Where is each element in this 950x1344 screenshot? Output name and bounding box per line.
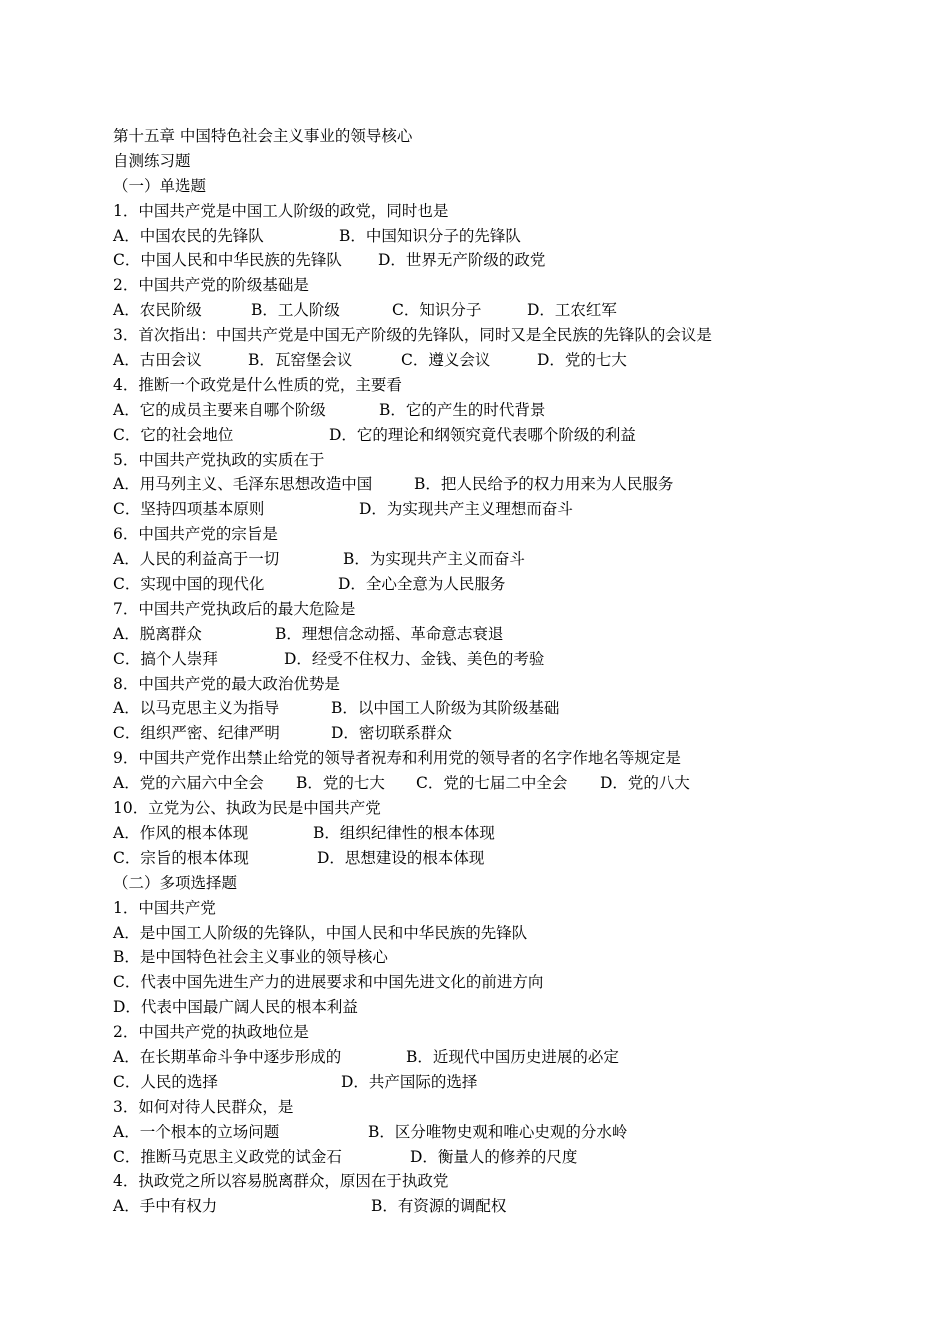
option-row <box>113 224 873 249</box>
section-heading-multiple-choice: （二）多项选择题 <box>113 873 238 892</box>
option-b: B．瓦窑堡会议 <box>248 351 353 370</box>
option-row <box>113 995 873 1020</box>
option-c: C．人民的选择 <box>113 1072 218 1091</box>
option-b: B．它的产生的时代背景 <box>379 400 546 419</box>
question-stem: 7．中国共产党执政后的最大危险是 <box>113 599 356 618</box>
option-row <box>113 647 873 672</box>
question-stem: 4．推断一个政党是什么性质的党，主要看 <box>113 375 402 394</box>
option-row <box>113 970 873 995</box>
option-row <box>113 921 873 946</box>
option-c: C．实现中国的现代化 <box>113 575 265 594</box>
option-row <box>113 771 873 796</box>
option-c: C．知识分子 <box>392 301 482 320</box>
option-d: D．工农红军 <box>527 301 617 320</box>
option-b: B．组织纪律性的根本体现 <box>313 823 495 842</box>
option-row <box>113 696 873 721</box>
option-d: D．衡量人的修养的尺度 <box>410 1147 578 1166</box>
option-c: C．宗旨的根本体现 <box>113 848 249 867</box>
option-d: D．党的八大 <box>600 774 690 793</box>
question-stem: 8．中国共产党的最大政治优势是 <box>113 674 340 693</box>
option-row <box>113 547 873 572</box>
option-a: A．手中有权力 <box>113 1197 218 1216</box>
option-a: A．中国农民的先锋队 <box>113 226 264 245</box>
option-row <box>113 1194 873 1219</box>
option-c: C．代表中国先进生产力的进展要求和中国先进文化的前进方向 <box>113 973 544 992</box>
option-c: C．党的七届二中全会 <box>416 774 568 793</box>
option-b: B．近现代中国历史进展的必定 <box>406 1047 619 1066</box>
option-a: A．脱离群众 <box>113 624 202 643</box>
question-stem: 1．中国共产党 <box>113 898 216 917</box>
option-c: C．推断马克思主义政党的试金石 <box>113 1147 342 1166</box>
option-a: A．以马克思主义为指导 <box>113 699 280 718</box>
option-row <box>113 423 873 448</box>
option-b: B．把人民给予的权力用来为人民服务 <box>414 475 674 494</box>
option-d: D．经受不住权力、金钱、美色的考验 <box>284 649 545 668</box>
option-d: D．代表中国最广阔人民的根本利益 <box>113 998 358 1017</box>
question-stem: 6．中国共产党的宗旨是 <box>113 525 278 544</box>
document-body <box>113 124 873 1219</box>
option-c: C．遵义会议 <box>401 351 491 370</box>
option-row <box>113 622 873 647</box>
option-row <box>113 348 873 373</box>
option-c: C．它的社会地位 <box>113 425 234 444</box>
option-b: B．为实现共产主义而奋斗 <box>343 550 525 569</box>
option-row <box>113 846 873 871</box>
option-b: B．以中国工人阶级为其阶级基础 <box>331 699 560 718</box>
option-a: A．是中国工人阶级的先锋队，中国人民和中华民族的先锋队 <box>113 923 528 942</box>
option-row <box>113 1120 873 1145</box>
option-a: A．它的成员主要来自哪个阶级 <box>113 400 326 419</box>
option-a: A．作风的根本体现 <box>113 823 249 842</box>
option-d: D．思想建设的根本体现 <box>317 848 485 867</box>
option-c: C．搞个人崇拜 <box>113 649 218 668</box>
question-stem: 9．中国共产党作出禁止给党的领导者祝寿和利用党的领导者的名字作地名等规定是 <box>113 749 681 768</box>
option-a: A．农民阶级 <box>113 301 202 320</box>
option-b: B．党的七大 <box>296 774 385 793</box>
option-row <box>113 572 873 597</box>
option-b: B．中国知识分子的先锋队 <box>339 226 521 245</box>
question-stem: 2．中国共产党的阶级基础是 <box>113 276 309 295</box>
option-d: D．共产国际的选择 <box>341 1072 478 1091</box>
option-b: B．有资源的调配权 <box>371 1197 507 1216</box>
question-stem: 2．中国共产党的执政地位是 <box>113 1023 309 1042</box>
option-d: D．为实现共产主义理想而奋斗 <box>359 500 573 519</box>
option-c: C．组织严密、纪律严明 <box>113 724 280 743</box>
option-d: D．它的理论和纲领究竟代表哪个阶级的利益 <box>329 425 636 444</box>
option-d: D．密切联系群众 <box>331 724 452 743</box>
option-row <box>113 472 873 497</box>
option-row <box>113 497 873 522</box>
option-d: D．党的七大 <box>537 351 627 370</box>
option-row <box>113 248 873 273</box>
option-row <box>113 945 873 970</box>
option-row <box>113 1070 873 1095</box>
option-d: D．全心全意为人民服务 <box>338 575 506 594</box>
section-heading-single-choice: （一）单选题 <box>113 176 207 195</box>
option-b: B．工人阶级 <box>251 301 340 320</box>
subtitle: 自测练习题 <box>113 151 191 170</box>
option-a: A．古田会议 <box>113 351 202 370</box>
option-b: B．是中国特色社会主义事业的领导核心 <box>113 948 388 967</box>
option-b: B．理想信念动摇、革命意志衰退 <box>275 624 504 643</box>
question-stem: 5．中国共产党执政的实质在于 <box>113 450 325 469</box>
option-c: C．中国人民和中华民族的先锋队 <box>113 251 342 270</box>
option-row <box>113 721 873 746</box>
option-row <box>113 298 873 323</box>
option-row <box>113 398 873 423</box>
option-a: A．党的六届六中全会 <box>113 774 264 793</box>
option-row <box>113 1145 873 1170</box>
question-stem: 1．中国共产党是中国工人阶级的政党，同时也是 <box>113 201 449 220</box>
option-a: A．用马列主义、毛泽东思想改造中国 <box>113 475 373 494</box>
option-d: D．世界无产阶级的政党 <box>378 251 546 270</box>
option-a: A．在长期革命斗争中逐步形成的 <box>113 1047 342 1066</box>
option-a: A．人民的利益高于一切 <box>113 550 280 569</box>
question-stem: 3．如何对待人民群众，是 <box>113 1097 294 1116</box>
option-b: B．区分唯物史观和唯心史观的分水岭 <box>368 1122 628 1141</box>
option-row <box>113 821 873 846</box>
question-stem: 4．执政党之所以容易脱离群众，原因在于执政党 <box>113 1172 449 1191</box>
question-stem: 10．立党为公、执政为民是中国共产党 <box>113 799 381 818</box>
chapter-title: 第十五章 中国特色社会主义事业的领导核心 <box>113 127 413 145</box>
option-c: C．坚持四项基本原则 <box>113 500 265 519</box>
option-row <box>113 1045 873 1070</box>
question-stem: 3．首次指出：中国共产党是中国无产阶级的先锋队，同时又是全民族的先锋队的会议是 <box>113 326 712 345</box>
option-a: A．一个根本的立场问题 <box>113 1122 280 1141</box>
